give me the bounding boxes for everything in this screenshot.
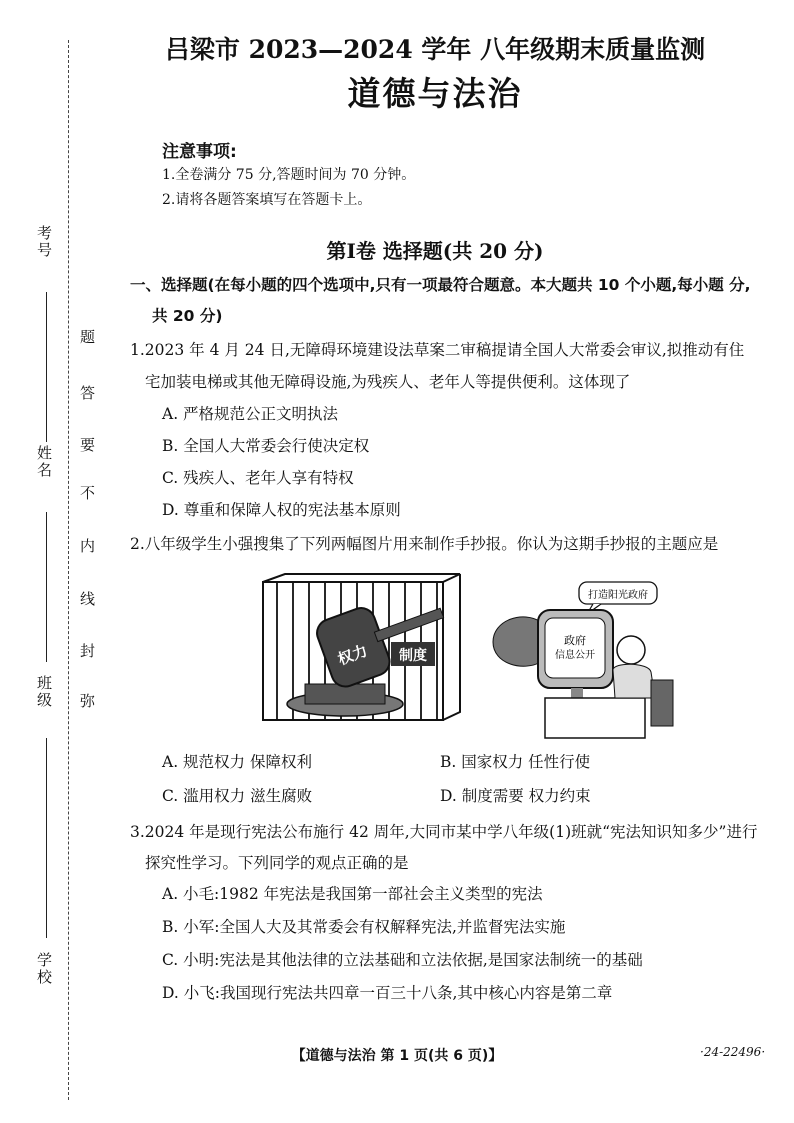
question-1-stem-cont: 宅加装电梯或其他无障碍设施,为残疾人、老年人等提供便利。这体现了 (145, 373, 631, 391)
field-class-blank (46, 738, 47, 938)
field-school-label: 学校 (35, 952, 53, 986)
margin-warning-char: 封 (80, 642, 96, 660)
question-3-stem: 3.2024 年是现行宪法公布施行 42 周年,大同市某中学八年级(1)班就“宪法知识知多少”进行 (130, 823, 758, 841)
notice-item: 1.全卷满分 75 分,答题时间为 70 分钟。 (162, 167, 416, 183)
binding-dashed-line (68, 40, 69, 1100)
illustration-screen-text: 信息公开 (555, 650, 595, 661)
question-2-option-b: B. 国家权力 任性行使 (440, 753, 591, 771)
section-instruction-cont: 共 20 分) (152, 307, 223, 325)
page-footer: 【道德与法治 第 1 页(共 6 页)】 (291, 1048, 503, 1064)
question-1-option-c: C. 残疾人、老年人享有特权 (162, 469, 354, 487)
question-3-option-a: A. 小毛:1982 年宪法是我国第一部社会主义类型的宪法 (162, 885, 543, 903)
illustration-screen-text: 政府 (564, 634, 586, 647)
notice-item: 2.请将各题答案填写在答题卡上。 (162, 192, 372, 208)
margin-warning-char: 不 (80, 484, 96, 502)
field-exam-number-blank (46, 292, 47, 442)
subject-title: 道德与法治 (347, 74, 523, 113)
question-3-option-c: C. 小明:宪法是其他法律的立法基础和立法依据,是国家法制统一的基础 (162, 951, 643, 969)
notice-heading: 注意事项: (162, 142, 237, 162)
section-instruction: 一、选择题(在每小题的四个选项中,只有一项最符合题意。本大题共 10 个小题,每小题 分, (130, 276, 751, 294)
question-1-option-b: B. 全国人大常委会行使决定权 (162, 437, 370, 455)
paper-code: ·24-22496· (700, 1045, 766, 1059)
field-class-label: 班级 (35, 675, 53, 709)
question-1-stem: 1.2023 年 4 月 24 日,无障碍环境建设法草案二审稿提请全国人大常委会审议,拟推动有住 (130, 341, 745, 359)
illustration-bubble-text: 打造阳光政府 (588, 590, 648, 601)
question-2-option-a: A. 规范权力 保障权利 (162, 753, 312, 771)
illustration-power-cage (255, 572, 465, 732)
margin-warning-char: 内 (80, 537, 96, 555)
illustration-hammer-text: 权力 (335, 641, 370, 669)
field-name-blank (46, 512, 47, 662)
margin-warning-char: 线 (80, 590, 96, 608)
margin-warning-char: 要 (80, 436, 96, 454)
question-1-option-a: A. 严格规范公正文明执法 (162, 405, 339, 423)
field-exam-number-label: 考号 (35, 225, 53, 259)
question-2-option-d: D. 制度需要 权力约束 (440, 787, 591, 805)
question-3-option-b: B. 小军:全国人大及其常委会有权解释宪法,并监督宪法实施 (162, 918, 566, 936)
illustration-sign-text: 制度 (399, 648, 427, 664)
question-2-stem: 2.八年级学生小强搜集了下列两幅图片用来制作手抄报。你认为这期手抄报的主题应是 (130, 535, 719, 553)
illustration-government-info (483, 580, 678, 740)
margin-warning-char: 答 (80, 384, 96, 402)
exam-title: 吕梁市 2023—2024 学年 八年级期末质量监测 (164, 35, 706, 64)
question-3-option-d: D. 小飞:我国现行宪法共四章一百三十八条,其中核心内容是第二章 (162, 984, 613, 1002)
margin-warning-char: 题 (80, 328, 96, 346)
section-title: 第Ⅰ卷 选择题(共 20 分) (326, 239, 544, 263)
margin-warning-char: 弥 (80, 692, 96, 710)
question-3-stem-cont: 探究性学习。下列同学的观点正确的是 (145, 854, 409, 872)
field-name-label: 姓名 (35, 445, 53, 479)
question-1-option-d: D. 尊重和保障人权的宪法基本原则 (162, 501, 401, 519)
question-2-option-c: C. 滥用权力 滋生腐败 (162, 787, 313, 805)
